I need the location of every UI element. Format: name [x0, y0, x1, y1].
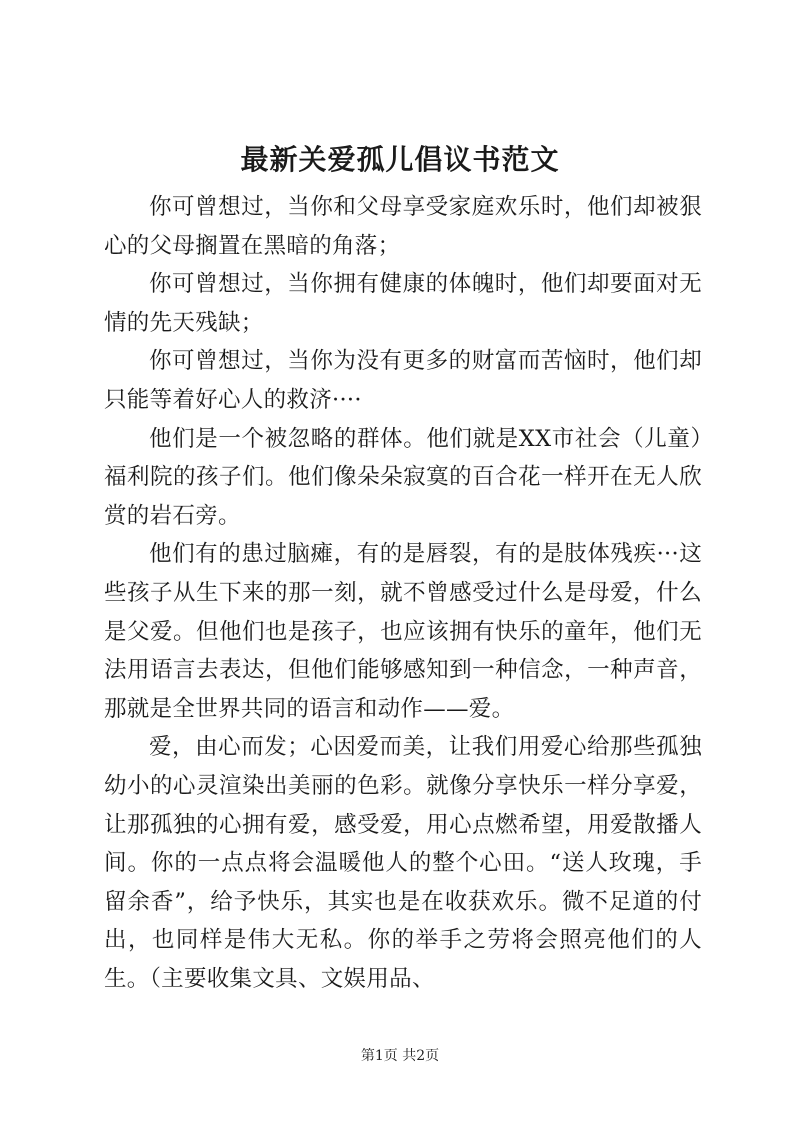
paragraph: 你可曾想过，当你拥有健康的体魄时，他们却要面对无情的先天残缺；: [104, 271, 702, 336]
paragraph: 爱，由心而发；心因爱而美，让我们用爱心给那些孤独幼小的心灵渲染出美丽的色彩。就像分享快乐一样分享爱，让那孤独的心拥有爱，感受爱，用心点燃希望，用爱散播人间。你的一点点将会温暖他人的整个心田。“送人玫瑰，手留余香”，给予快乐，其实也是在收获欢乐。微不足道的付出，也同样是伟大无私。你的举手之劳将会照亮他们的人生。（主要收集文具、文娱用品、: [104, 734, 702, 992]
page-footer: 第1页 共2页: [360, 1048, 440, 1064]
paragraph: 他们是一个被忽略的群体。他们就是XX市社会（儿童）福利院的孩子们。他们像朵朵寂寞的百合花一样开在无人欣赏的岩石旁。: [104, 425, 702, 529]
paragraph: 你可曾想过，当你为没有更多的财富而苦恼时，他们却只能等着好心人的救济····: [104, 348, 702, 413]
document-title: 最新关爱孤儿倡议书范文: [240, 143, 560, 176]
paragraph: 你可曾想过，当你和父母享受家庭欢乐时，他们却被狠心的父母搁置在黑暗的角落；: [104, 194, 702, 259]
paragraph: 他们有的患过脑瘫，有的是唇裂，有的是肢体残疾···这些孩子从生下来的那一刻，就不曾感受过什么是母爱，什么是父爱。但他们也是孩子，也应该拥有快乐的童年，他们无法用语言去表达，但他们能够感知到一种信念，一种声音，那就是全世界共同的语言和动作——爱。: [104, 541, 702, 722]
document-body: [104, 188, 702, 998]
